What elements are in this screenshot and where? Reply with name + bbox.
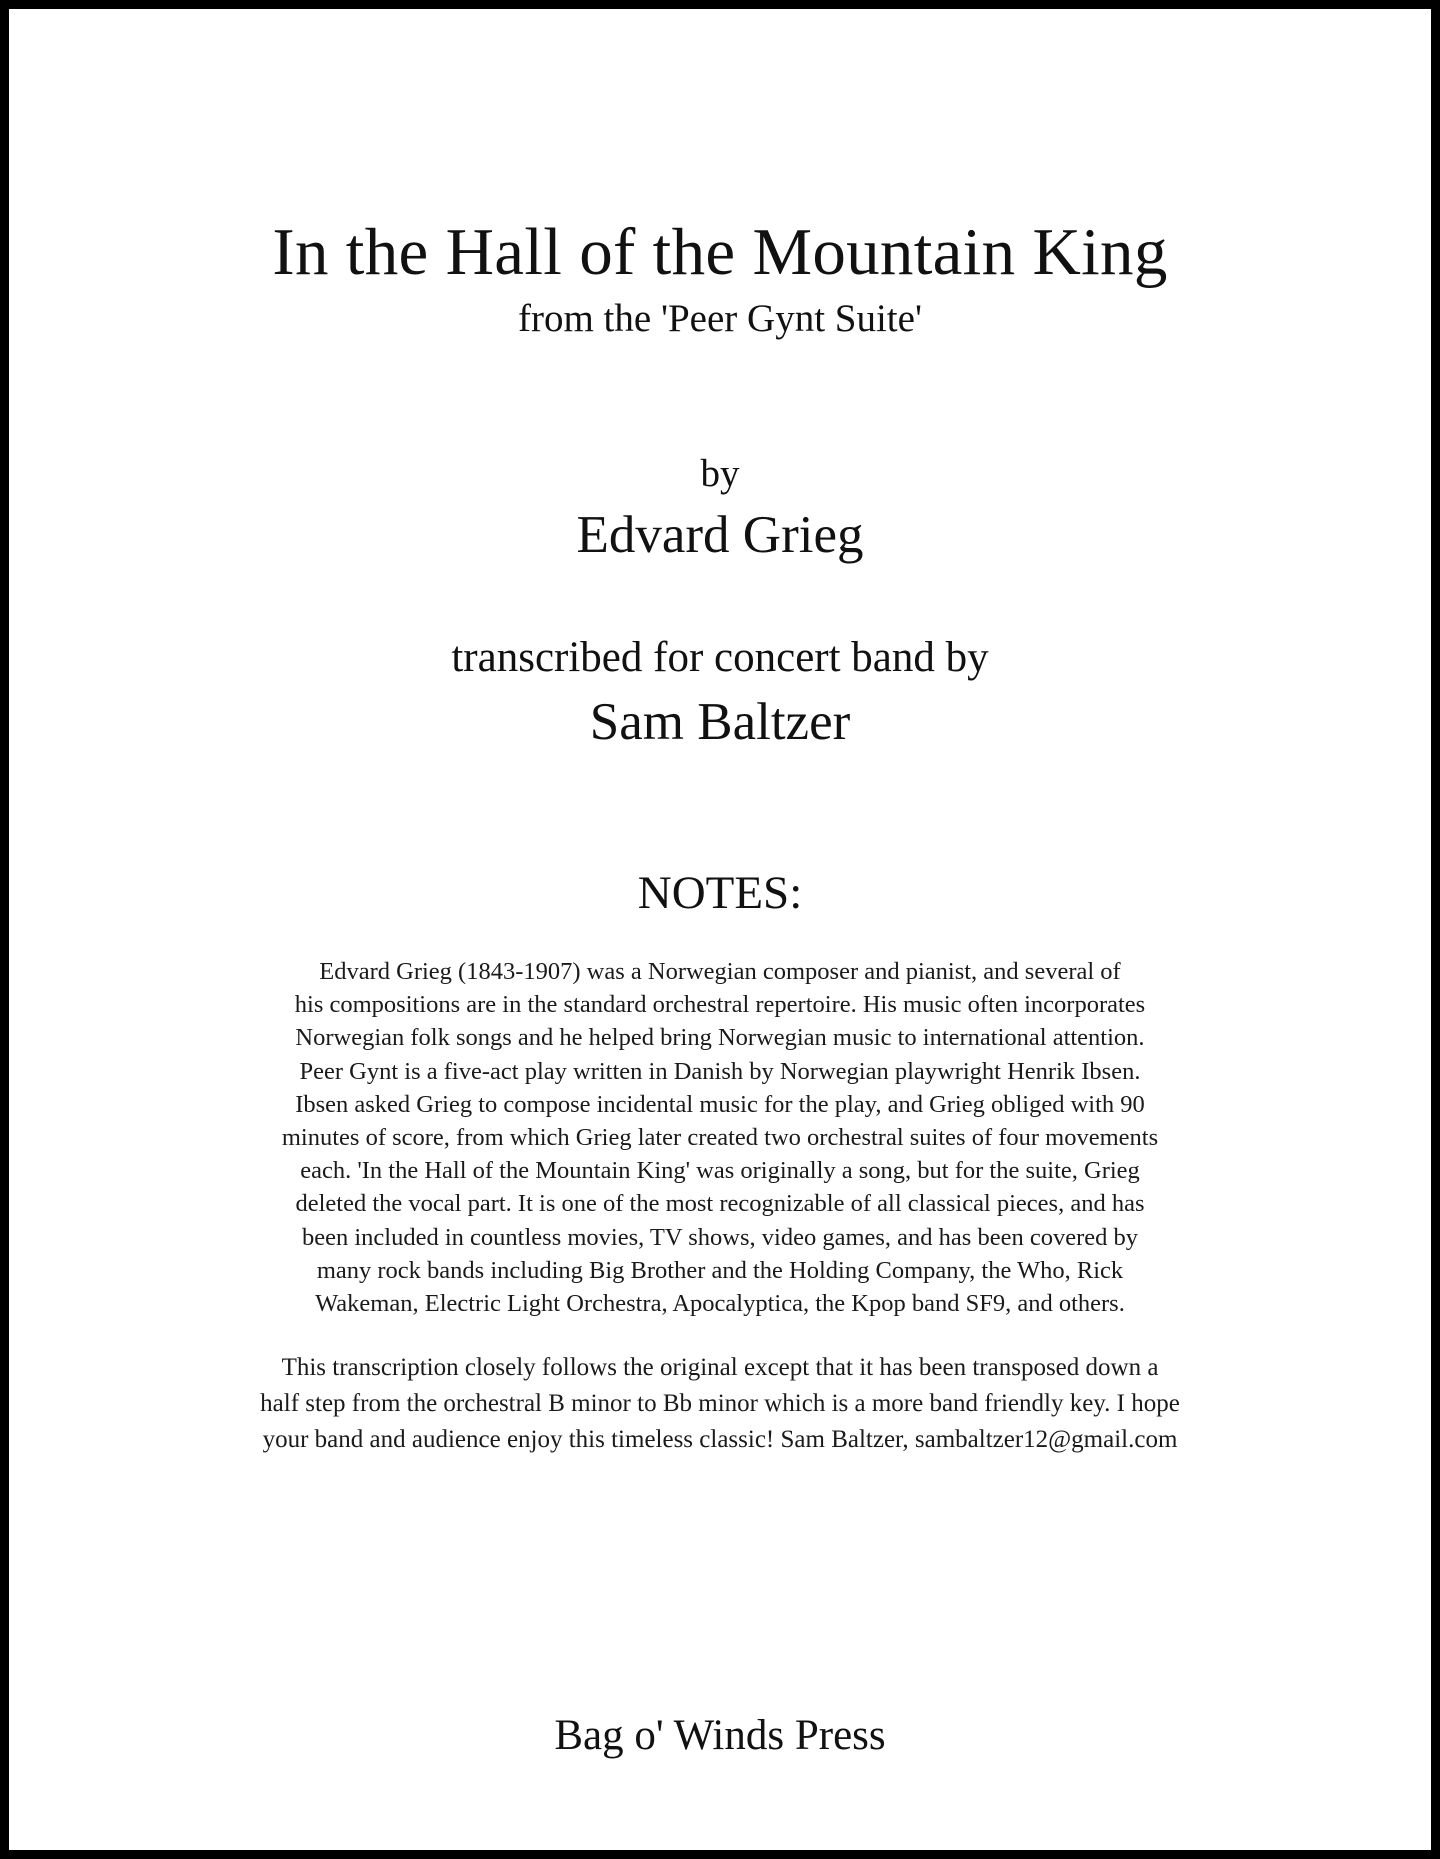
notes-line: Wakeman, Electric Light Orchestra, Apocalyptica, the Kpop band SF9, and others.: [315, 1290, 1125, 1318]
notes-line: each. 'In the Hall of the Mountain King' was originally a song, but for the suite, Grieg: [300, 1157, 1140, 1185]
arranger-name: Sam Baltzer: [589, 693, 851, 751]
notes-line: half step from the orchestral B minor to Bb minor which is a more band friendly key. I hope: [260, 1390, 1180, 1417]
notes-line: his compositions are in the standard orchestral repertoire. His music often incorporates: [294, 991, 1146, 1019]
notes-line: Edvard Grieg (1843-1907) was a Norwegian composer and pianist, and several of: [319, 958, 1121, 985]
notes-line: Ibsen asked Grieg to compose incidental music for the play, and Grieg obliged with 90: [295, 1090, 1145, 1118]
notes-line: many rock bands including Big Brother and the Holding Company, the Who, Rick: [316, 1256, 1124, 1284]
composer-name: Edvard Grieg: [576, 506, 864, 564]
notes-line: been included in countless movies, TV shows, video games, and has been covered by: [302, 1223, 1138, 1251]
notes-paragraph-1: [185, 955, 1255, 1320]
notes-line: minutes of score, from which Grieg later created two orchestral suites of four movements: [281, 1124, 1159, 1152]
publisher-name: Bag o' Winds Press: [554, 1712, 886, 1759]
notes-line: Norwegian folk songs and he helped bring Norwegian music to international attention.: [295, 1024, 1145, 1052]
notes-line: your band and audience enjoy this timeless classic! Sam Baltzer, sambaltzer12@gmail.com: [262, 1426, 1178, 1453]
subtitle: from the 'Peer Gynt Suite': [518, 297, 922, 340]
notes-line: This transcription closely follows the original except that it has been transposed down a: [281, 1354, 1159, 1381]
notes-line: Peer Gynt is a five-act play written in Danish by Norwegian playwright Henrik Ibsen.: [299, 1057, 1141, 1085]
notes-heading: NOTES:: [637, 867, 803, 919]
transcribed-label: transcribed for concert band by: [451, 634, 989, 681]
notes-paragraph-2: [185, 1350, 1255, 1458]
by-label: by: [700, 452, 740, 495]
page-title: In the Hall of the Mountain King: [272, 215, 1168, 289]
notes-line: deleted the vocal part. It is one of the most recognizable of all classical pieces, and has: [295, 1190, 1145, 1218]
